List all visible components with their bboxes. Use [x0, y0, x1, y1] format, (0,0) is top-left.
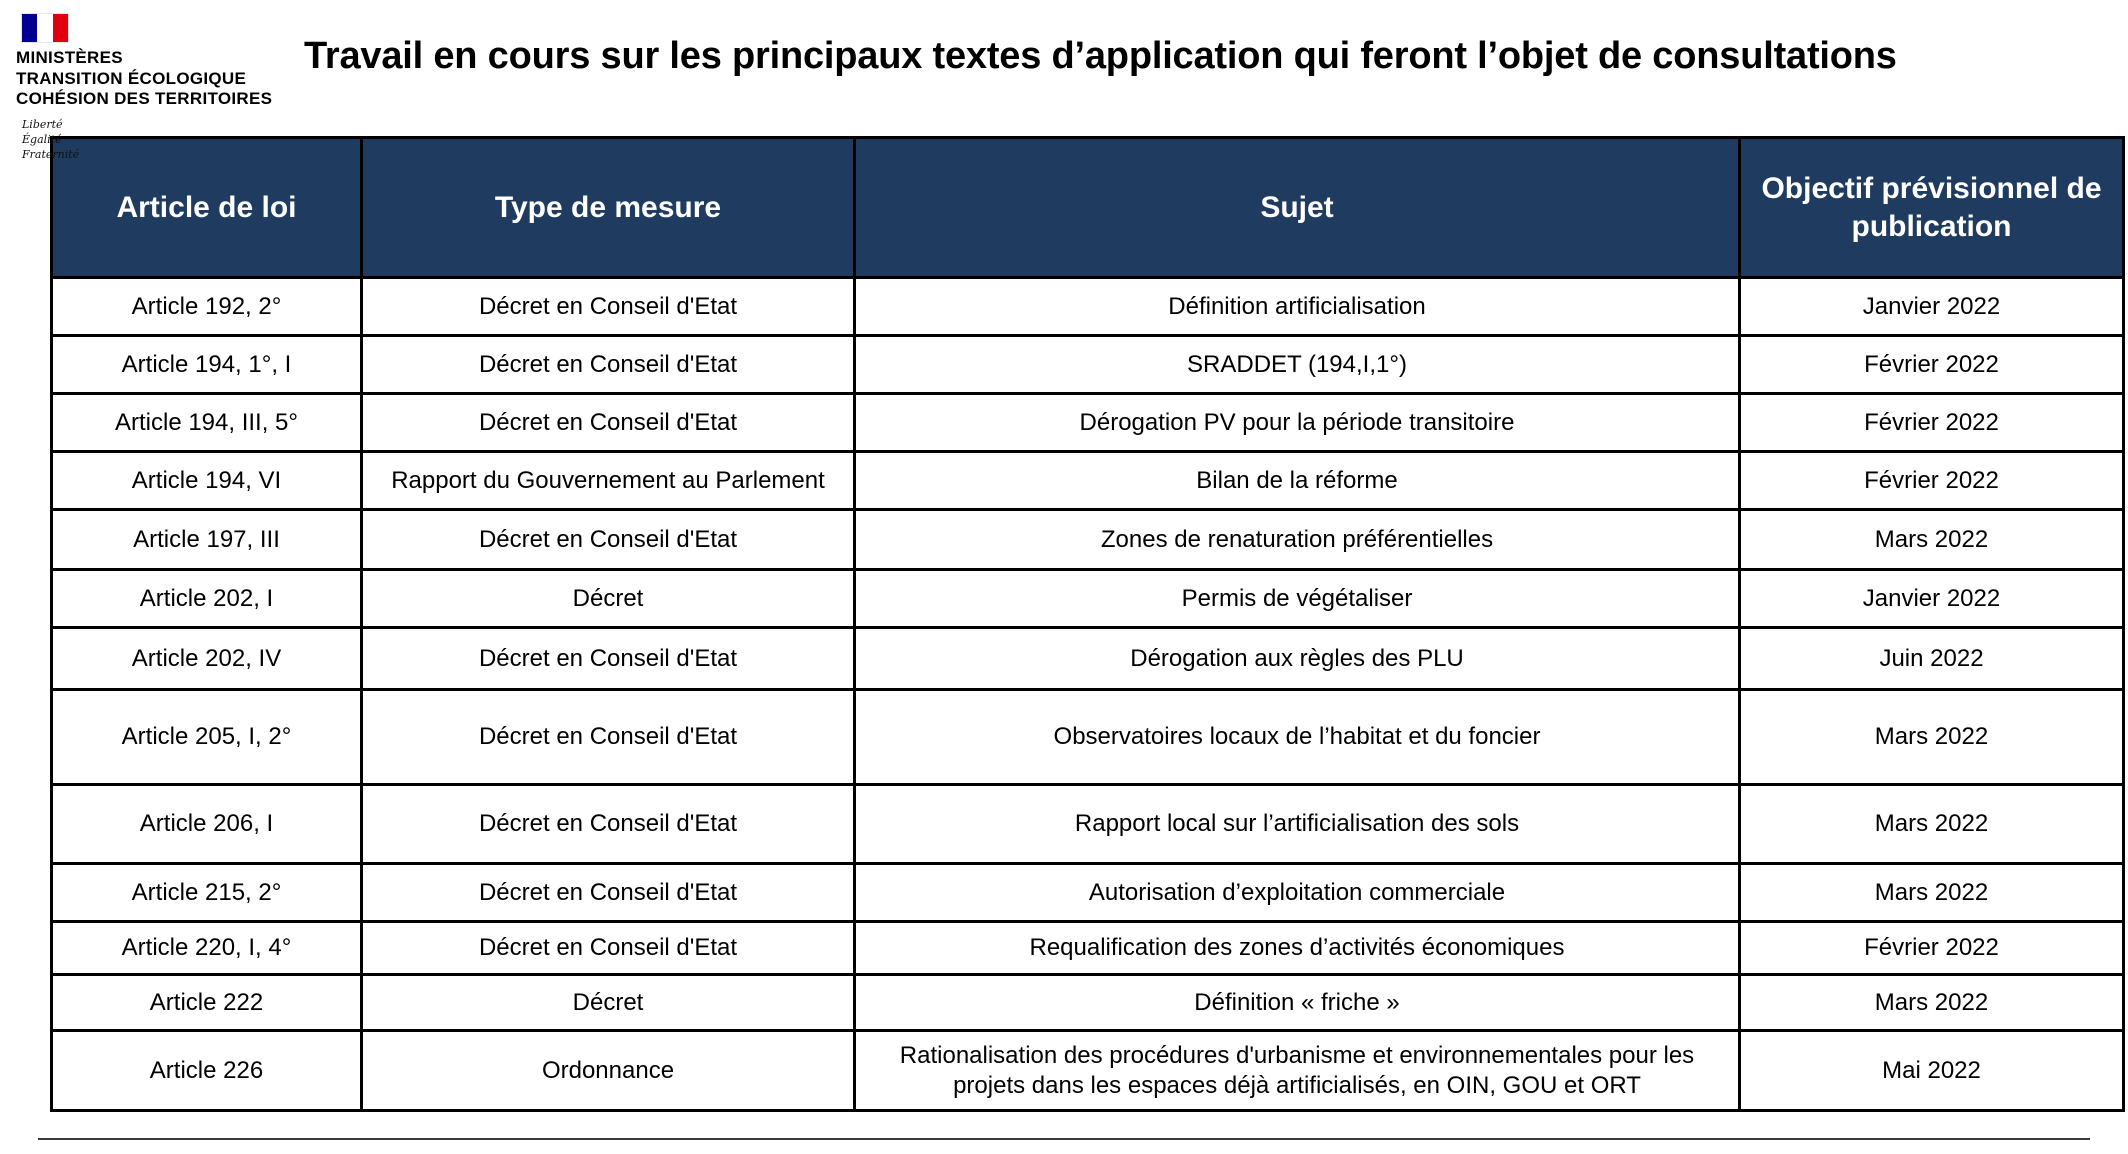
cell-article: Article 194, 1°, I — [52, 336, 362, 394]
table-row — [52, 510, 2124, 570]
cell-sujet: Autorisation d’exploitation commerciale — [855, 864, 1740, 922]
cell-mesure: Décret en Conseil d'Etat — [362, 922, 855, 975]
cell-article: Article 202, I — [52, 570, 362, 628]
table-container — [50, 136, 2102, 1112]
cell-sujet: Définition artificialisation — [855, 278, 1740, 336]
cell-article: Article 192, 2° — [52, 278, 362, 336]
cell-mesure: Décret en Conseil d'Etat — [362, 628, 855, 690]
cell-sujet: SRADDET (194,I,1°) — [855, 336, 1740, 394]
cell-mesure: Décret en Conseil d'Etat — [362, 510, 855, 570]
table-row — [52, 394, 2124, 452]
table-row — [52, 922, 2124, 975]
cell-mesure: Rapport du Gouvernement au Parlement — [362, 452, 855, 510]
cell-objectif: Mars 2022 — [1740, 690, 2124, 785]
ministry-line-2: TRANSITION ÉCOLOGIQUE — [16, 68, 247, 88]
cell-objectif: Mars 2022 — [1740, 864, 2124, 922]
republic-motto — [22, 118, 286, 163]
table-row — [52, 336, 2124, 394]
motto-line-3: Fraternité — [22, 147, 80, 161]
cell-objectif: Mai 2022 — [1740, 1031, 2124, 1111]
ministry-name — [16, 48, 286, 110]
col-header-article: Article de loi — [52, 138, 362, 278]
col-header-sujet: Sujet — [855, 138, 1740, 278]
cell-article: Article 197, III — [52, 510, 362, 570]
cell-article: Article 206, I — [52, 785, 362, 864]
cell-sujet: Zones de renaturation préférentielles — [855, 510, 1740, 570]
cell-article: Article 202, IV — [52, 628, 362, 690]
cell-mesure: Décret en Conseil d'Etat — [362, 394, 855, 452]
cell-mesure: Décret en Conseil d'Etat — [362, 864, 855, 922]
cell-sujet: Dérogation PV pour la période transitoire — [855, 394, 1740, 452]
cell-mesure: Décret — [362, 570, 855, 628]
cell-objectif: Mars 2022 — [1740, 975, 2124, 1031]
col-header-objectif: Objectif prévisionnel de publication — [1740, 138, 2124, 278]
cell-article: Article 194, III, 5° — [52, 394, 362, 452]
cell-objectif: Février 2022 — [1740, 394, 2124, 452]
french-flag-icon — [22, 14, 68, 42]
table-row — [52, 690, 2124, 785]
cell-sujet: Rationalisation des procédures d'urbanisme et environnementales pour les projets dans les espaces déjà artificialisés, en OIN, GOU et ORT — [855, 1031, 1740, 1111]
cell-sujet: Définition « friche » — [855, 975, 1740, 1031]
cell-objectif: Janvier 2022 — [1740, 570, 2124, 628]
measures-table — [50, 136, 2125, 1112]
table-row — [52, 975, 2124, 1031]
table-row — [52, 785, 2124, 864]
table-row — [52, 1031, 2124, 1111]
table-row — [52, 570, 2124, 628]
ministry-line-1: MINISTÈRES — [16, 48, 123, 67]
footer-divider — [38, 1138, 2090, 1140]
cell-objectif: Mars 2022 — [1740, 785, 2124, 864]
table-row — [52, 628, 2124, 690]
cell-mesure: Décret — [362, 975, 855, 1031]
table-row — [52, 278, 2124, 336]
cell-mesure: Décret en Conseil d'Etat — [362, 690, 855, 785]
cell-sujet: Observatoires locaux de l’habitat et du foncier — [855, 690, 1740, 785]
cell-article: Article 226 — [52, 1031, 362, 1111]
table-header-row — [52, 138, 2124, 278]
cell-article: Article 194, VI — [52, 452, 362, 510]
motto-line-2: Égalité — [22, 133, 62, 147]
col-header-mesure: Type de mesure — [362, 138, 855, 278]
cell-article: Article 222 — [52, 975, 362, 1031]
cell-sujet: Requalification des zones d’activités économiques — [855, 922, 1740, 975]
cell-sujet: Rapport local sur l’artificialisation des sols — [855, 785, 1740, 864]
table-row — [52, 864, 2124, 922]
gov-logo — [16, 12, 286, 163]
cell-mesure: Décret en Conseil d'Etat — [362, 336, 855, 394]
cell-objectif: Février 2022 — [1740, 336, 2124, 394]
cell-sujet: Dérogation aux règles des PLU — [855, 628, 1740, 690]
cell-objectif: Juin 2022 — [1740, 628, 2124, 690]
cell-mesure: Ordonnance — [362, 1031, 855, 1111]
motto-line-1: Liberté — [22, 118, 63, 132]
cell-objectif: Février 2022 — [1740, 452, 2124, 510]
cell-sujet: Bilan de la réforme — [855, 452, 1740, 510]
page-title: Travail en cours sur les principaux textes d’application qui feront l’objet de consultations — [304, 35, 1897, 77]
ministry-line-3: COHÉSION DES TERRITOIRES — [16, 89, 273, 109]
slide-header — [0, 0, 2128, 161]
cell-sujet: Permis de végétaliser — [855, 570, 1740, 628]
table-row — [52, 452, 2124, 510]
cell-objectif: Janvier 2022 — [1740, 278, 2124, 336]
cell-objectif: Mars 2022 — [1740, 510, 2124, 570]
cell-article: Article 215, 2° — [52, 864, 362, 922]
cell-mesure: Décret en Conseil d'Etat — [362, 278, 855, 336]
cell-article: Article 220, I, 4° — [52, 922, 362, 975]
cell-mesure: Décret en Conseil d'Etat — [362, 785, 855, 864]
cell-article: Article 205, I, 2° — [52, 690, 362, 785]
cell-objectif: Février 2022 — [1740, 922, 2124, 975]
